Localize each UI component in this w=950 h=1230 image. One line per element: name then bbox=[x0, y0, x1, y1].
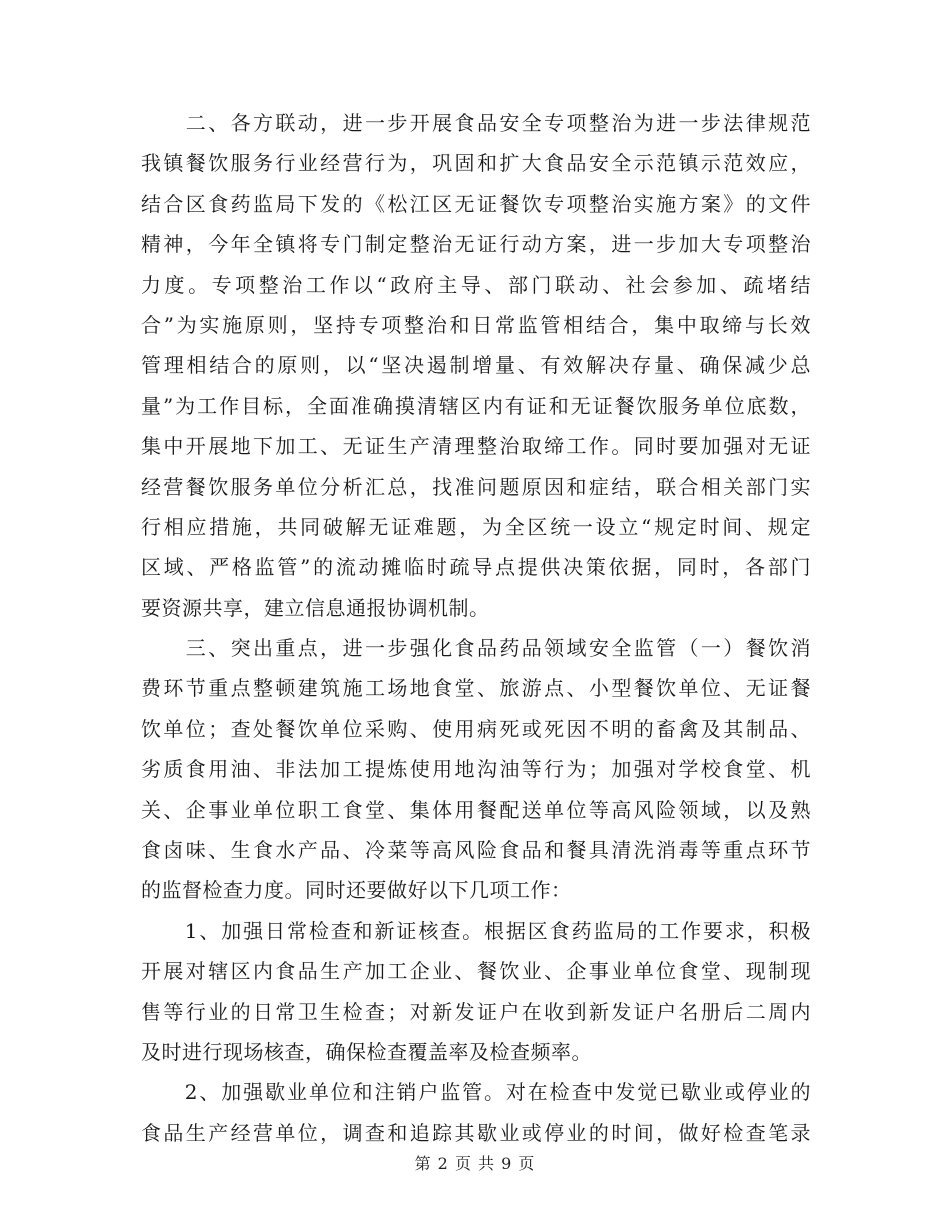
text-line: 区域、严格监管”的流动摊临时疏导点提供决策依据，同时，各部门 bbox=[141, 555, 811, 580]
text-line: 量”为工作目标，全面准确摸清辖区内有证和无证餐饮服务单位底数， bbox=[141, 393, 811, 418]
text-line: 开展对辖区内食品生产加工企业、餐饮业、企事业单位食堂、现制现 bbox=[141, 959, 811, 984]
text-line: 的监督检查力度。同时还要做好以下几项工作： bbox=[141, 878, 572, 903]
text-line: 管理相结合的原则，以“坚决遏制增量、有效解决存量、确保减少总 bbox=[141, 353, 811, 378]
text-line: 食品生产经营单位，调查和追踪其歇业或停业的时间，做好检查笔录 bbox=[141, 1120, 811, 1145]
text-line: 费环节重点整顿建筑施工场地食堂、旅游点、小型餐饮单位、无证餐 bbox=[141, 676, 811, 701]
text-line: 要资源共享，建立信息通报协调机制。 bbox=[141, 595, 490, 620]
text-line: 精神，今年全镇将专门制定整治无证行动方案，进一步加大专项整治 bbox=[141, 232, 811, 257]
text-line: 行相应措施，共同破解无证难题，为全区统一设立“规定时间、规定 bbox=[141, 514, 811, 539]
text-line: 及时进行现场核查，确保检查覆盖率及检查频率。 bbox=[141, 1039, 592, 1064]
text-line: 关、企事业单位职工食堂、集体用餐配送单位等高风险领域，以及熟 bbox=[141, 797, 811, 822]
text-line: 劣质食用油、非法加工提炼使用地沟油等行为；加强对学校食堂、机 bbox=[141, 757, 811, 782]
text-line: 合”为实施原则，坚持专项整治和日常监管相结合，集中取缔与长效 bbox=[141, 312, 811, 337]
text-line: 经营餐饮服务单位分析汇总，找准问题原因和症结，联合相关部门实 bbox=[141, 474, 811, 499]
page-footer: 第 2 页 共 9 页 bbox=[414, 1154, 536, 1173]
text-line: 饮单位；查处餐饮单位采购、使用病死或死因不明的畜禽及其制品、 bbox=[141, 716, 811, 741]
text-line: 结合区食药监局下发的《松江区无证餐饮专项整治实施方案》的文件 bbox=[141, 191, 811, 216]
text-line: 食卤味、生食水产品、冷菜等高风险食品和餐具清洗消毒等重点环节 bbox=[141, 838, 811, 863]
text-line: 力度。专项整治工作以“政府主导、部门联动、社会参加、疏堵结 bbox=[141, 272, 811, 297]
text-line: 集中开展地下加工、无证生产清理整治取缔工作。同时要加强对无证 bbox=[141, 434, 811, 459]
document-body bbox=[141, 103, 811, 1153]
text-line: 二、各方联动，进一步开展食品安全专项整治为进一步法律规范 bbox=[141, 111, 811, 135]
text-line: 三、突出重点，进一步强化食品药品领域安全监管（一）餐饮消 bbox=[141, 636, 811, 661]
text-line: 售等行业的日常卫生检查；对新发证户在收到新发证户名册后二周内 bbox=[141, 999, 811, 1024]
text-line: 我镇餐饮服务行业经营行为，巩固和扩大食品安全示范镇示范效应， bbox=[141, 151, 811, 176]
text-line: 1、加强日常检查和新证核查。根据区食药监局的工作要求，积极 bbox=[141, 918, 811, 943]
text-line: 2、加强歇业单位和注销户监管。对在检查中发觉已歇业或停业的 bbox=[141, 1080, 811, 1105]
